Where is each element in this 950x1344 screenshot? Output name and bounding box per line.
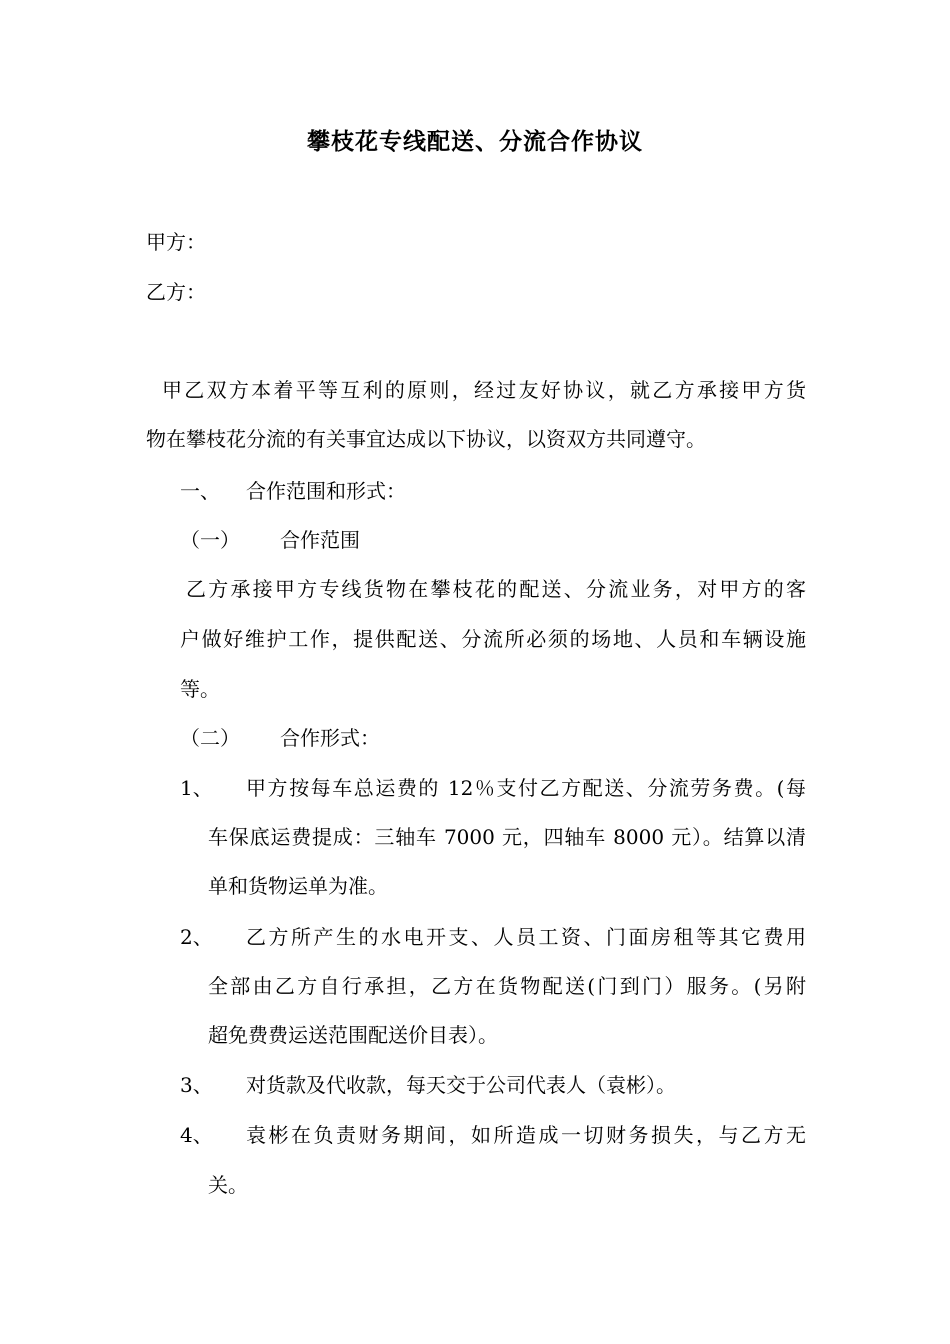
item-1-line-3: 单和货物运单为准。 (208, 874, 388, 898)
item-4-number: 4、 (180, 1123, 213, 1147)
item-1-line-2: 车保底运费提成：三轴车 7000 元，四轴车 8000 元）。结算以清 (208, 825, 806, 849)
intro-line-2: 物在攀枝花分流的有关事宜达成以下协议，以资双方共同遵守。 (146, 427, 706, 451)
section-1-number: 一、 (180, 479, 220, 503)
section-1-heading: 合作范围和形式： (246, 479, 406, 503)
sub-1-line-2: 户做好维护工作，提供配送、分流所必须的场地、人员和车辆设施 (180, 627, 806, 651)
item-4-line-1: 袁彬在负责财务期间，如所造成一切财务损失，与乙方无 (246, 1123, 806, 1147)
item-2-line-3: 超免费费运送范围配送价目表）。 (208, 1023, 498, 1047)
sub-1-heading: 合作范围 (280, 528, 360, 552)
sub-1-line-1: 乙方承接甲方专线货物在攀枝花的配送、分流业务，对甲方的客 (186, 577, 806, 601)
sub-1-line-3: 等。 (180, 677, 220, 701)
sub-2-heading: 合作形式： (280, 726, 380, 750)
item-2-number: 2、 (180, 925, 213, 949)
item-1-number: 1、 (180, 776, 213, 800)
party-a-label: 甲方： (146, 230, 206, 254)
item-3-line-1: 对货款及代收款，每天交于公司代表人（袁彬）。 (246, 1073, 676, 1097)
item-4-line-2: 关。 (208, 1173, 248, 1197)
intro-line-1: 甲乙双方本着平等互利的原则，经过友好协议，就乙方承接甲方货 (162, 378, 806, 402)
party-b-label: 乙方： (146, 280, 206, 304)
item-2-line-2: 全部由乙方自行承担，乙方在货物配送(门到门）服务。(另附 (208, 974, 806, 998)
item-2-line-1: 乙方所产生的水电开支、人员工资、门面房租等其它费用 (246, 925, 806, 949)
item-1-line-1: 甲方按每车总运费的 12％支付乙方配送、分流劳务费。(每 (246, 776, 806, 800)
item-3-number: 3、 (180, 1073, 213, 1097)
sub-2-number: （二） (180, 726, 240, 750)
document-title: 攀枝花专线配送、分流合作协议 (307, 128, 643, 155)
sub-1-number: （一） (180, 528, 240, 552)
